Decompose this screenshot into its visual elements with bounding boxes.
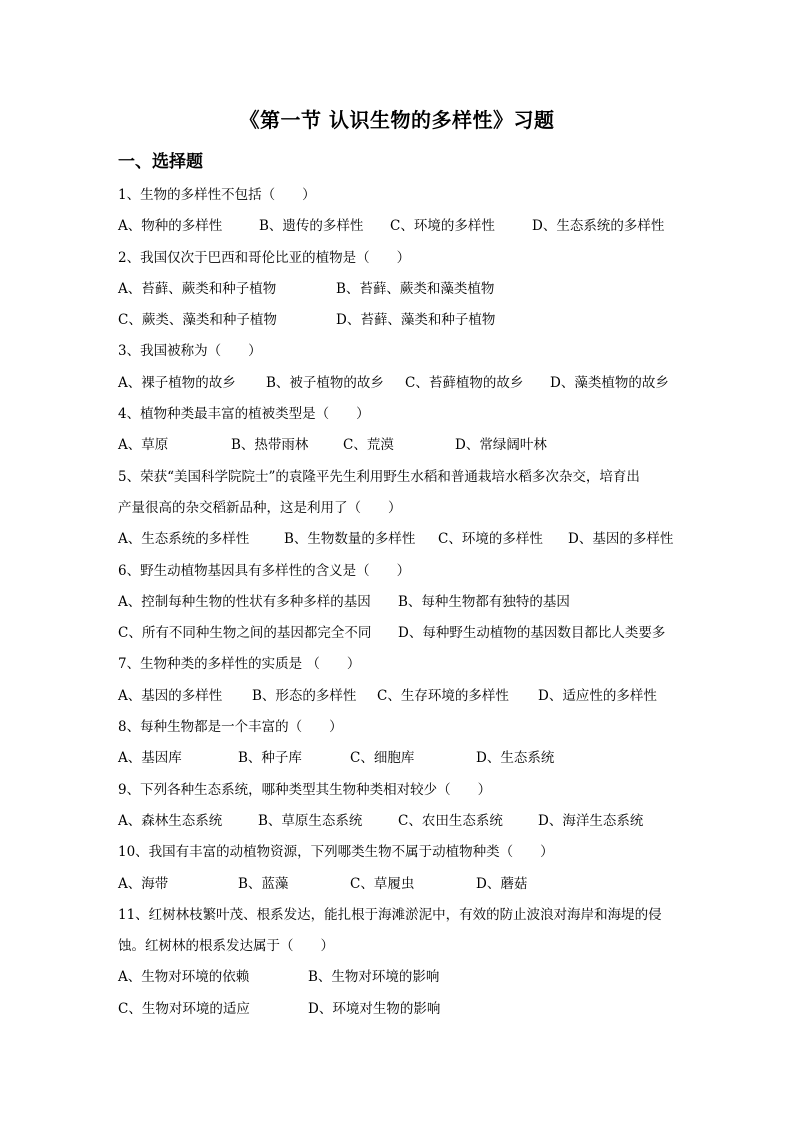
question-line: 产量很高的杂交稻新品种，这是利用了（ ） bbox=[118, 499, 402, 516]
answer-option: B、苔藓、蕨类和藻类植物 bbox=[336, 280, 495, 297]
answer-option: C、荒漠 bbox=[343, 437, 394, 454]
answer-option: A、苔藓、蕨类和种子植物 bbox=[118, 280, 277, 297]
answer-option: C、环境的多样性 bbox=[390, 218, 495, 235]
answer-option: C、草履虫 bbox=[350, 875, 415, 892]
options-row bbox=[118, 962, 678, 993]
answer-option: D、常绿阔叶林 bbox=[455, 437, 547, 454]
question-line: 9、下列各种生态系统，哪种类型其生物种类相对较少（ ） bbox=[118, 781, 492, 798]
options-row bbox=[118, 618, 678, 649]
question-line: 蚀。红树林的根系发达属于（ ） bbox=[118, 938, 334, 955]
options-row bbox=[118, 430, 678, 461]
answer-option: C、所有不同种生物之间的基因都完全不同 bbox=[118, 625, 372, 642]
options-row bbox=[118, 524, 678, 555]
answer-option: D、苔藓、藻类和种子植物 bbox=[336, 312, 496, 329]
question-line: 10、我国有丰富的动植物资源，下列哪类生物不属于动植物种类（ ） bbox=[118, 844, 554, 861]
options-row bbox=[118, 869, 678, 900]
answer-option: D、基因的多样性 bbox=[568, 531, 674, 548]
question-line: 4、植物种类最丰富的植被类型是（ ） bbox=[118, 406, 370, 423]
answer-option: C、生物对环境的适应 bbox=[118, 1000, 250, 1017]
answer-option: A、生态系统的多样性 bbox=[118, 531, 250, 548]
answer-option: B、生物对环境的影响 bbox=[308, 969, 440, 986]
question-line: 11、红树林枝繁叶茂、根系发达，能扎根于海滩淤泥中，有效的防止波浪对海岸和海堤的侵 bbox=[118, 906, 662, 923]
options-row bbox=[118, 806, 678, 837]
answer-option: A、草原 bbox=[118, 437, 169, 454]
answer-option: B、蓝藻 bbox=[238, 875, 289, 892]
answer-option: A、物种的多样性 bbox=[118, 218, 223, 235]
answer-option: A、生物对环境的依赖 bbox=[118, 969, 250, 986]
question-line: 1、生物的多样性不包括（ ） bbox=[118, 187, 316, 203]
options-row bbox=[118, 368, 678, 399]
options-row bbox=[118, 994, 678, 1025]
answer-option: B、生物数量的多样性 bbox=[284, 531, 416, 548]
answer-option: C、生存环境的多样性 bbox=[377, 687, 509, 704]
section-heading: 一、选择题 bbox=[118, 152, 203, 172]
answer-option: A、裸子植物的故乡 bbox=[118, 374, 236, 391]
answer-option: B、草原生态系统 bbox=[258, 812, 363, 829]
page-title: 《第一节 认识生物的多样性》习题 bbox=[239, 108, 555, 132]
question-line: 8、每种生物都是一个丰富的（ ） bbox=[118, 719, 343, 736]
answer-option: D、适应性的多样性 bbox=[538, 687, 657, 704]
answer-option: C、农田生态系统 bbox=[398, 812, 503, 829]
answer-option: B、种子库 bbox=[238, 750, 302, 767]
options-row bbox=[118, 274, 678, 305]
answer-option: C、细胞库 bbox=[350, 750, 415, 767]
options-row bbox=[118, 681, 678, 712]
answer-option: A、基因库 bbox=[118, 750, 182, 767]
answer-option: D、环境对生物的影响 bbox=[308, 1000, 441, 1017]
answer-option: C、环境的多样性 bbox=[438, 531, 543, 548]
answer-option: B、每种生物都有独特的基因 bbox=[398, 593, 570, 610]
question-line: 6、野生动植物基因具有多样性的含义是（ ） bbox=[118, 562, 411, 579]
options-row bbox=[118, 587, 678, 618]
answer-option: A、基因的多样性 bbox=[118, 687, 223, 704]
options-row bbox=[118, 211, 678, 242]
answer-option: C、苔藓植物的故乡 bbox=[405, 374, 524, 391]
answer-option: B、遗传的多样性 bbox=[259, 218, 364, 235]
question-line: 2、我国仅次于巴西和哥伦比亚的植物是（ ） bbox=[118, 249, 411, 266]
options-row bbox=[118, 305, 678, 336]
answer-option: D、每种野生动植物的基因数目都比人类要多 bbox=[398, 625, 666, 642]
answer-option: B、被子植物的故乡 bbox=[266, 374, 384, 391]
answer-option: C、蕨类、藻类和种子植物 bbox=[118, 312, 277, 329]
answer-option: A、控制每种生物的性状有多种多样的基因 bbox=[118, 593, 371, 610]
answer-option: B、热带雨林 bbox=[231, 437, 309, 454]
answer-option: D、蘑菇 bbox=[476, 875, 528, 892]
answer-option: D、藻类植物的故乡 bbox=[550, 374, 669, 391]
answer-option: B、形态的多样性 bbox=[252, 687, 357, 704]
question-line: 3、我国被称为（ ） bbox=[118, 343, 262, 360]
answer-option: D、海洋生态系统 bbox=[538, 812, 644, 829]
question-list bbox=[118, 180, 678, 1025]
answer-option: A、森林生态系统 bbox=[118, 812, 223, 829]
question-line: 5、荣获“美国科学院院士”的袁隆平先生利用野生水稻和普通栽培水稻多次杂交，培育出 bbox=[118, 468, 640, 485]
answer-option: D、生态系统的多样性 bbox=[532, 218, 665, 235]
question-line: 7、生物种类的多样性的实质是 （ ） bbox=[118, 656, 361, 673]
options-row bbox=[118, 743, 678, 774]
answer-option: A、海带 bbox=[118, 875, 169, 892]
answer-option: D、生态系统 bbox=[476, 750, 555, 767]
